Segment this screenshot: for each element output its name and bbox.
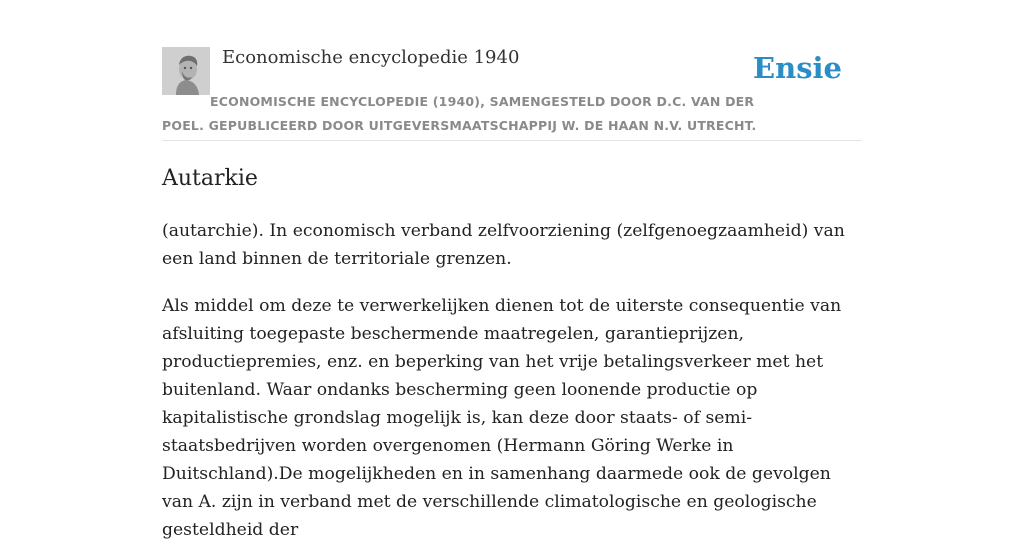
article-paragraph: Als middel om deze te verwerkelijken dienen tot de uiterste consequentie van afsluiting toegepaste beschermende maatregelen, garantieprijzen, productiepremies, enz. en beperking van het vrije betalingsverkeer met het buitenland. Waar ondanks bescherming geen loonende productie op kapitalistische grondslag mogelijk is, kan deze door staats- of semi-staatsbedrijven worden overgenomen (Hermann Göring Werke in Duitschland).De mogelijkheden en in samenhang daarmede ook de gevolgen van A. zijn in verband met de verschillende climatologische en geologische gesteldheid der: [162, 296, 842, 540]
ensie-logo-link[interactable]: Ensie: [753, 51, 842, 85]
source-title[interactable]: Economische encyclopedie 1940: [222, 47, 520, 68]
article-title: Autarkie: [162, 166, 258, 191]
source-meta: ECONOMISCHE ENCYCLOPEDIE (1940), SAMENGESTELD DOOR D.C. VAN DER POEL. GEPUBLICEERD DOOR UITGEVERSMAATSCHAPPIJ W. DE HAAN N.V. UTRECHT.: [162, 94, 757, 133]
source-header: [162, 46, 862, 141]
portrait-icon: [162, 47, 210, 95]
avatar[interactable]: [162, 47, 210, 95]
article: [162, 160, 864, 544]
article-paragraph: (autarchie). In economisch verband zelfvoorziening (zelfgenoegzaamheid) van een land binnen de territoriale grenzen.: [162, 221, 845, 269]
